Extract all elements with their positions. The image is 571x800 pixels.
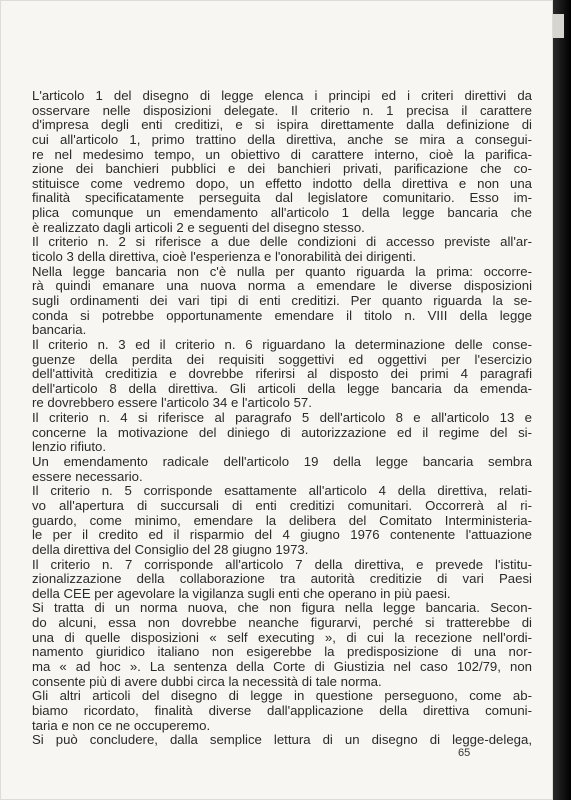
text-line: cui all'articolo 1, primo trattino della direttiva, anche se mira a consegui-	[32, 131, 532, 147]
text-line: Nella legge bancaria non c'è nulla per quanto riguarda la prima: occorre-	[32, 263, 532, 279]
text-line: consente più di avere dubbi circa la necessità di tale norma.	[32, 673, 382, 689]
text-line: dell'articolo 8 della direttiva. Gli articoli della legge bancaria da emenda-	[32, 380, 532, 396]
text-line: una di quelle disposizioni « self executing », di cui la recezione nell'ordi-	[32, 629, 532, 645]
text-line: rà quindi emanare una nuova norma a emendare le diverse disposizioni	[32, 278, 532, 294]
text-line: L'articolo 1 del disegno di legge elenca i principi ed i criteri direttivi da	[32, 88, 532, 103]
text-line: Un emendamento radicale dell'articolo 19 della legge bancaria sembra	[32, 454, 532, 470]
body-text	[32, 89, 532, 748]
text-line: sugli ordinamenti dei vari tipi di enti creditizi. Per quanto riguarda la se-	[32, 292, 532, 308]
text-line: Si tratta di un norma nuova, che non figura nella legge bancaria. Secon-	[32, 600, 532, 616]
text-line: della CEE per agevolare la vigilanza sugli enti che operano in più paesi.	[32, 585, 451, 601]
text-line: è realizzato dagli articoli 2 e seguenti del disegno stesso.	[32, 219, 365, 235]
text-line: dell'attività creditizia e dovrebbe riferirsi al disposto dei primi 4 paragrafi	[32, 366, 532, 382]
text-line: bancaria.	[32, 322, 87, 338]
text-line: Gli altri articoli del disegno di legge in questione perseguono, come ab-	[32, 688, 532, 704]
scan-edge	[553, 0, 571, 800]
text-line: biamo ricordato, finalità diverse dall'applicazione della direttiva comuni-	[32, 702, 532, 718]
text-line: do alcuni, essa non dovrebbe neanche figurarvi, perché si tratterebbe di	[32, 615, 532, 631]
text-line: conda si potrebbe opportunamente emendare il titolo n. VIII della legge	[32, 307, 532, 323]
text-line: essere necessario.	[32, 468, 143, 484]
text-line: taria e non ce ne occuperemo.	[32, 717, 211, 733]
scan-edge-strip	[553, 14, 564, 38]
text-line: ticolo 3 della direttiva, cioè l'esperienza e l'onorabilità dei dirigenti.	[32, 249, 417, 265]
text-line: ma « ad hoc ». La sentenza della Corte di Giustizia nel caso 102/79, non	[32, 658, 532, 674]
text-line: Il criterio n. 2 si riferisce a due delle condizioni di accesso previste all'ar-	[32, 234, 532, 250]
text-line: Il criterio n. 4 si riferisce al paragrafo 5 dell'articolo 8 e all'articolo 13 e	[32, 410, 532, 426]
text-line: guenze della perdita dei requisiti soggettivi ed oggettivi per l'esercizio	[32, 351, 532, 367]
text-line: lenzio rifiuto.	[32, 439, 107, 455]
text-line: re nel medesimo tempo, un obiettivo di carattere interno, cioè la parifica-	[32, 146, 532, 162]
text-line: zionalizzazione della collaborazione tra autorità creditizie di vari Paesi	[32, 571, 532, 587]
text-line: concerne la motivazione del diniego di autorizzazione ed il regime del si-	[32, 424, 532, 440]
text-line: vo all'apertura di succursali di enti creditizi comunitari. Occorrerà al ri-	[32, 497, 532, 513]
text-line: della direttiva del Consiglio del 28 giugno 1973.	[32, 541, 309, 557]
text-line: Il criterio n. 7 corrisponde all'articolo 7 della direttiva, e prevede l'istitu-	[32, 556, 532, 572]
text-line: finalità specificatamente perseguita dal legislatore comunitario. Esso im-	[32, 190, 532, 206]
text-line: Il criterio n. 5 corrisponde esattamente all'articolo 4 della direttiva, relati-	[32, 483, 532, 499]
text-line: guardo, come minimo, emendare la delibera del Comitato Interministeria-	[32, 512, 532, 528]
text-line: osservare nelle disposizioni delegate. Il criterio n. 1 precisa il carattere	[32, 102, 532, 118]
text-line: d'impresa degli enti creditizi, e si ispira direttamente dalla definizione di	[32, 117, 532, 133]
text-line: Il criterio n. 3 ed il criterio n. 6 riguardano la determinazione delle conse-	[32, 336, 532, 352]
text-line: zione dei banchieri pubblici e dei banchieri privati, parificazione che co-	[32, 161, 532, 177]
page-number: 65	[458, 747, 471, 759]
text-line: le per il credito ed il risparmio del 4 giugno 1976 contenente l'attuazione	[32, 527, 532, 543]
text-line: namento giuridico italiano non esigerebbe la predisposizione di una nor-	[32, 644, 532, 660]
text-line: re dovrebbero essere l'articolo 34 e l'articolo 57.	[32, 395, 312, 411]
text-line: Si può concludere, dalla semplice lettura di un disegno di legge-delega,	[32, 732, 532, 748]
text-line: plica comunque un emendamento all'articolo 1 della legge bancaria che	[32, 205, 532, 221]
text-line: stituisce come vedremo dopo, un effetto indotto della direttiva e non una	[32, 175, 532, 191]
